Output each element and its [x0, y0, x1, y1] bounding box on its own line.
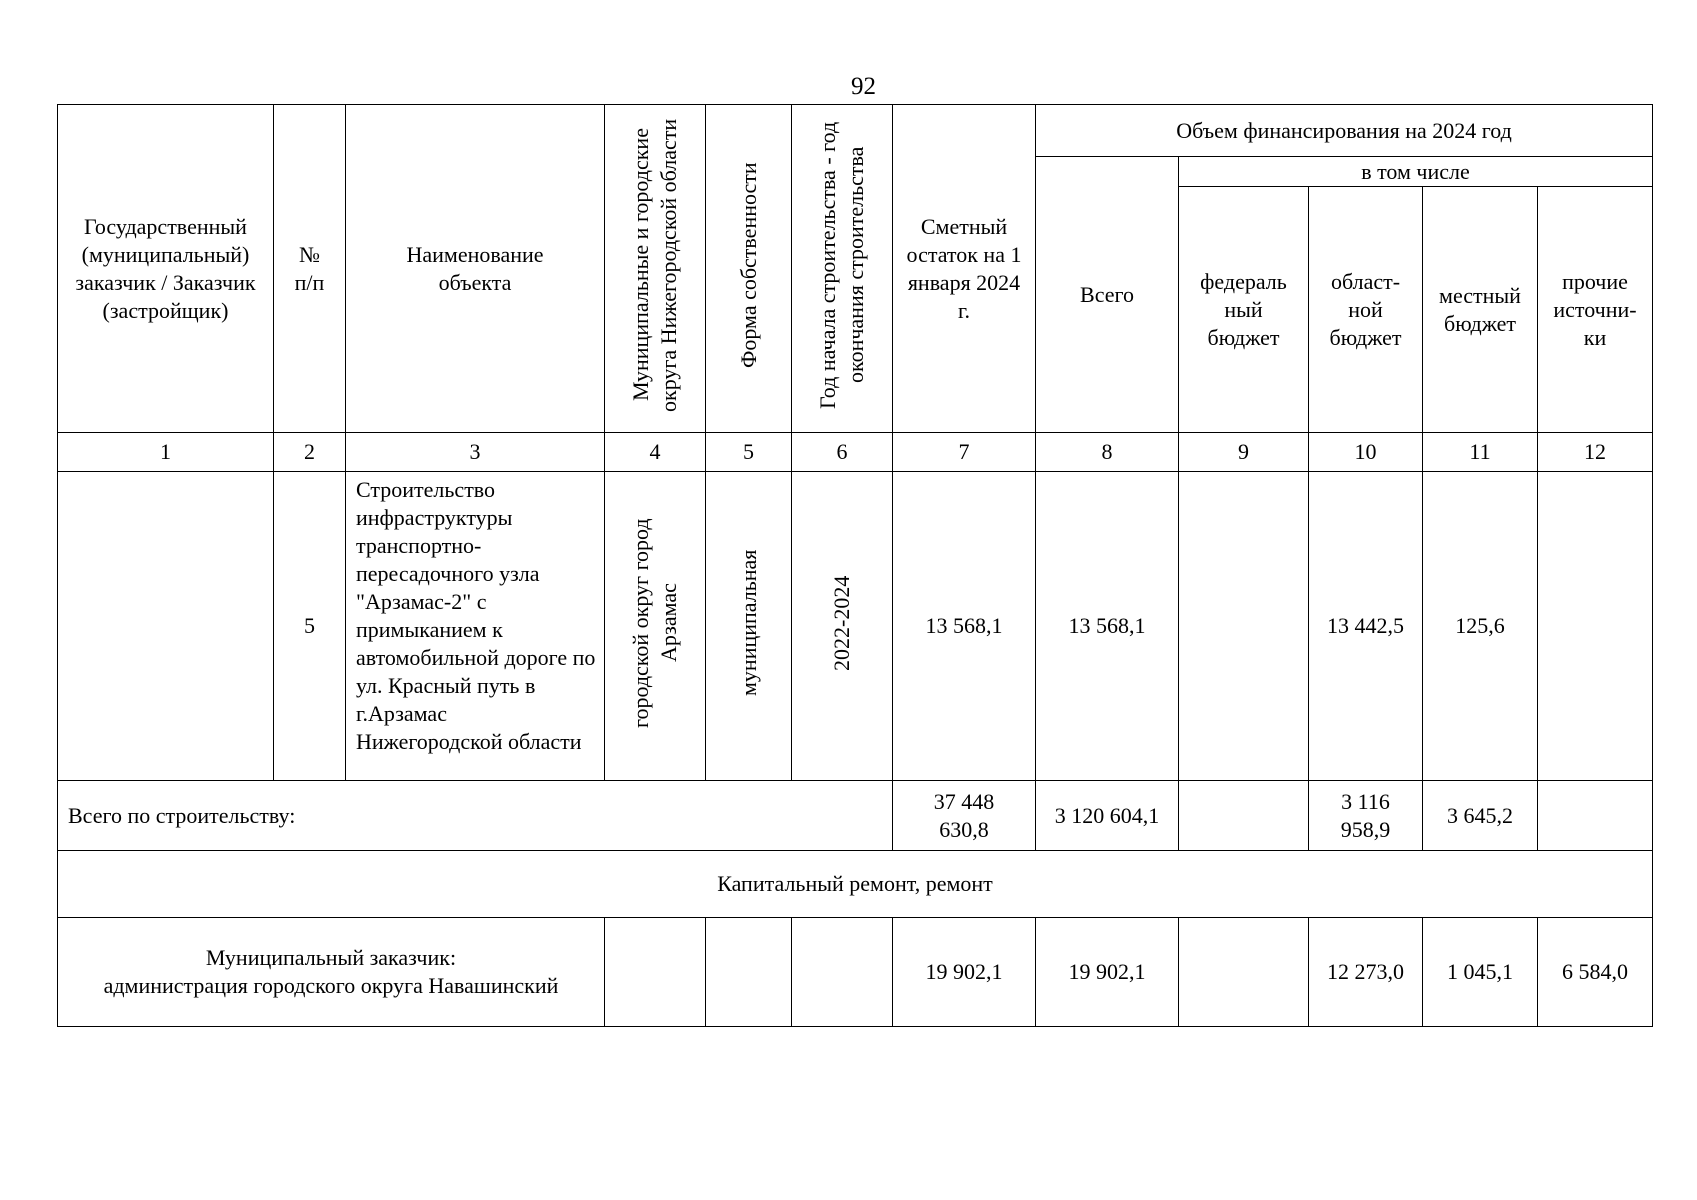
construction-total-row	[58, 781, 1653, 851]
header-years: Год начала строительства - год окончания строительства	[815, 121, 868, 409]
column-number: 2	[274, 433, 346, 472]
column-number: 8	[1036, 433, 1179, 472]
customer-row	[58, 918, 1653, 1027]
header-years-cell	[792, 105, 893, 433]
column-number: 11	[1423, 433, 1538, 472]
row-local: 125,6	[1423, 472, 1538, 781]
column-number: 6	[792, 433, 893, 472]
customer-row-federal	[1179, 918, 1309, 1027]
table-row	[58, 472, 1653, 781]
row-years: 2022-2024	[829, 574, 854, 671]
row-district: городской округ город Арзамас	[628, 517, 681, 728]
header-object-name: Наименование объекта	[346, 105, 605, 433]
row-ownership: муниципальная	[735, 549, 761, 696]
column-number: 12	[1538, 433, 1653, 472]
customer-row-estimate: 19 902,1	[893, 918, 1036, 1027]
header-total: Всего	[1036, 157, 1179, 433]
column-number: 5	[706, 433, 792, 472]
customer-row-regional: 12 273,0	[1309, 918, 1423, 1027]
construction-total-label: Всего по строительству:	[58, 781, 893, 851]
construction-total-other	[1538, 781, 1653, 851]
column-number: 9	[1179, 433, 1309, 472]
header-regional: област- ной бюджет	[1309, 187, 1423, 433]
column-number: 7	[893, 433, 1036, 472]
row-district-cell	[605, 472, 706, 781]
header-num: № п/п	[274, 105, 346, 433]
construction-total-total: 3 120 604,1	[1036, 781, 1179, 851]
customer-row-other: 6 584,0	[1538, 918, 1653, 1027]
header-districts: Муниципальные и городские округа Нижегородской области	[628, 118, 681, 412]
header-districts-cell	[605, 105, 706, 433]
financing-table	[57, 104, 1653, 1027]
construction-total-federal	[1179, 781, 1309, 851]
row-regional: 13 442,5	[1309, 472, 1423, 781]
row-estimate-balance: 13 568,1	[893, 472, 1036, 781]
header-local: местный бюджет	[1423, 187, 1538, 433]
customer-row-local: 1 045,1	[1423, 918, 1538, 1027]
row-num: 5	[274, 472, 346, 781]
column-number: 1	[58, 433, 274, 472]
row-customer	[58, 472, 274, 781]
construction-total-regional: 3 116 958,9	[1309, 781, 1423, 851]
section-row	[58, 851, 1653, 918]
column-number: 4	[605, 433, 706, 472]
customer-row-total: 19 902,1	[1036, 918, 1179, 1027]
construction-total-local: 3 645,2	[1423, 781, 1538, 851]
column-number: 10	[1309, 433, 1423, 472]
page-number: 92	[851, 73, 876, 100]
row-object-name: Строительство инфраструктуры транспортно-пересадочного узла "Арзамас-2" с примыканием к автомобильной дороге по ул. Красный путь в г.Арзамас Нижегородской области	[346, 472, 605, 781]
customer-row-years	[792, 918, 893, 1027]
header-federal: федераль ный бюджет	[1179, 187, 1309, 433]
row-total: 13 568,1	[1036, 472, 1179, 781]
header-ownership: Форма собственности	[735, 162, 761, 368]
section-title: Капитальный ремонт, ремонт	[58, 851, 1653, 918]
header-ownership-cell	[706, 105, 792, 433]
column-numbers-row	[58, 433, 1653, 472]
row-ownership-cell	[706, 472, 792, 781]
row-years-cell	[792, 472, 893, 781]
column-number: 3	[346, 433, 605, 472]
header-customer: Государственный (муниципальный) заказчик / Заказчик (застройщик)	[58, 105, 274, 433]
customer-row-ownership	[706, 918, 792, 1027]
header-financing-group: Объем финансирования на 2024 год	[1036, 105, 1653, 157]
customer-row-label: Муниципальный заказчик: администрация городского округа Навашинский	[58, 918, 605, 1027]
row-federal	[1179, 472, 1309, 781]
customer-row-district	[605, 918, 706, 1027]
header-other: прочие источни- ки	[1538, 187, 1653, 433]
header-estimate-balance: Сметный остаток на 1 января 2024 г.	[893, 105, 1036, 433]
construction-total-estimate: 37 448 630,8	[893, 781, 1036, 851]
header-including: в том числе	[1179, 157, 1653, 187]
row-other	[1538, 472, 1653, 781]
